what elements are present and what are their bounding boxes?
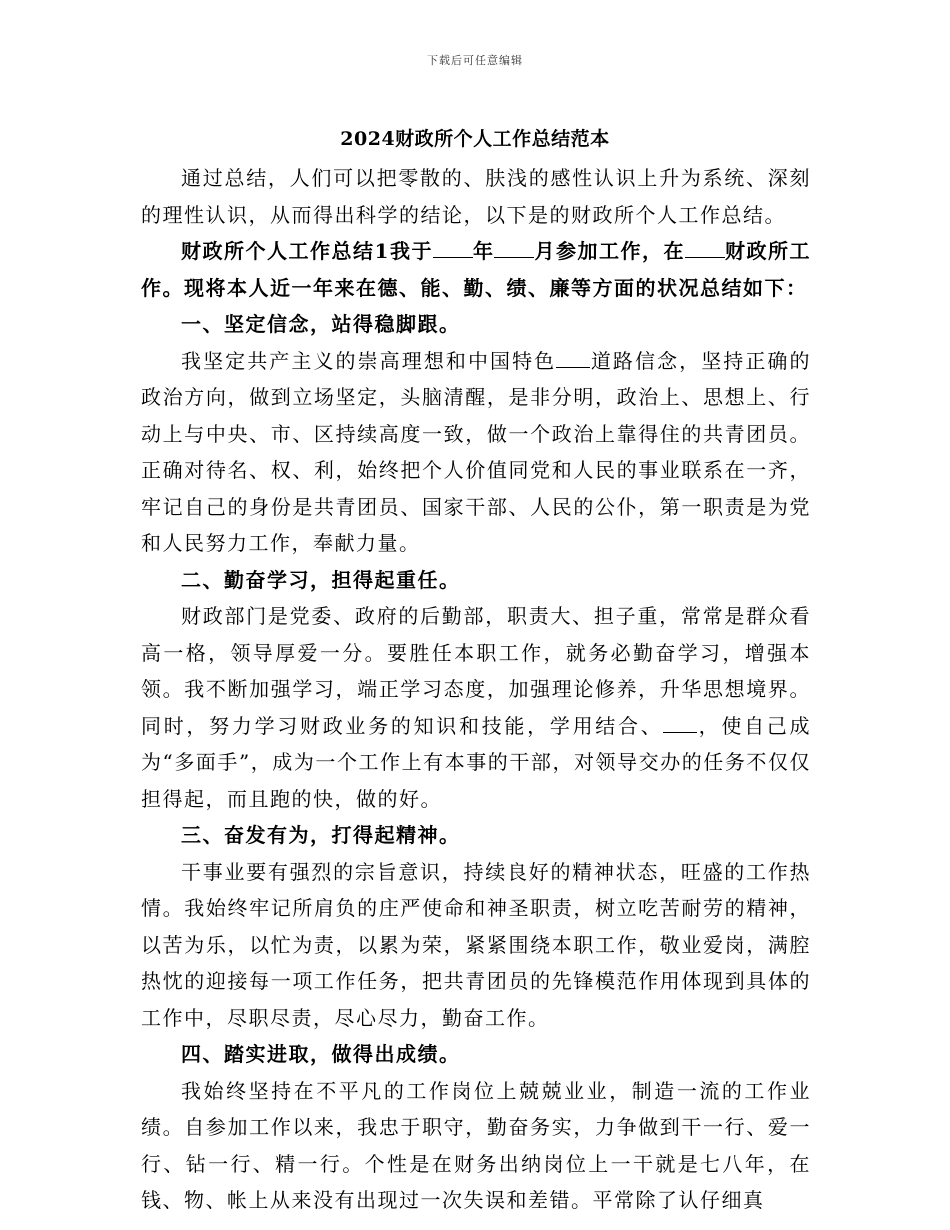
section-heading-1: 一、坚定信念，站得稳脚跟。 (181, 312, 461, 336)
section-3-paragraph: 干事业要有强烈的宗旨意识，持续良好的精神状态，旺盛的工作热情。我始终牢记所肩负的庄严使命和神圣职责，树立吃苦耐劳的精神，以苦为乐，以忙为责，以累为荣，紧紧围绕本职工作，敬业爱岗，满腔热忱的迎接每一项工作任务，把共青团员的先锋模范作用体现到具体的工作中，尽职尽责，尽心尽力，勤奋工作。 (141, 859, 811, 1030)
section-4-paragraph: 我始终坚持在不平凡的工作岗位上兢兢业业，制造一流的工作业绩。自参加工作以来，我忠于职守，勤奋务实，力争做到干一行、爱一行、钻一行、精一行。个性是在财务出纳岗位上一干就是七八年，在钱、物、帐上从来没有出现过一次失误和差错。平常除了认仔细真 (141, 1078, 811, 1212)
opening-text-4: 财政所工作。现将本人近一年来在德、能、勤、绩、廉等方面的状况总结如下： (141, 239, 812, 300)
opening-text-1: 财政所个人工作总结1我于 (181, 239, 433, 263)
blank-year (433, 241, 473, 258)
blank-month (494, 241, 534, 258)
blank-redacted-2 (663, 716, 697, 733)
opening-paragraph (141, 233, 811, 306)
section-1-text-2: 道路信念，坚持正确的政治方向，做到立场坚定，头脑清醒，是非分明，政治上、思想上、行动上与中央、市、区持续高度一致，做一个政治上靠得住的共青团员。正确对待名、权、利，始终把个人价值同党和人民的事业联系在一齐，牢记自己的身份是共青团员、国家干部、人民的公仆，第一职责是为党和人民努力工作，奉献力量。 (141, 348, 812, 555)
section-heading-2: 二、勤奋学习，担得起重任。 (181, 567, 461, 592)
opening-text-2: 年 (472, 239, 495, 263)
blank-redacted-1 (556, 351, 590, 368)
section-heading-3: 三、奋发有为，打得起精神。 (181, 823, 461, 847)
section-2-text-2: ，使自己成为“多面手”，成为一个工作上有本事的干部，对领导交办的任务不仅仅担得起，而且跑的快，做的好。 (141, 713, 812, 811)
opening-text-3: 月参加工作，在 (534, 239, 685, 263)
intro-paragraph: 通过总结，人们可以把零散的、肤浅的感性认识上升为系统、深刻的理性认识，从而得出科学的结论，以下是的财政所个人工作总结。 (141, 166, 811, 227)
document-body (141, 160, 811, 1219)
section-2-paragraph (141, 598, 811, 817)
section-1-text-1: 我坚定共产主义的崇高理想和中国特色 (181, 348, 557, 373)
header-note: 下载后可任意编辑 (427, 54, 523, 67)
section-heading-4: 四、踏实进取，做得出成绩。 (181, 1042, 461, 1066)
section-2-text-1: 财政部门是党委、政府的后勤部，职责大、担子重，常常是群众看高一格，领导厚爱一分。要胜任本职工作，就务必勤奋学习，增强本领。我不断加强学习，端正学习态度，加强理论修养，升华思想境界。同时，努力学习财政业务的知识和技能，学用结合、 (141, 604, 811, 738)
document-title: 2024财政所个人工作总结范本 (340, 128, 610, 150)
blank-office (685, 241, 725, 258)
section-1-paragraph (141, 343, 811, 562)
